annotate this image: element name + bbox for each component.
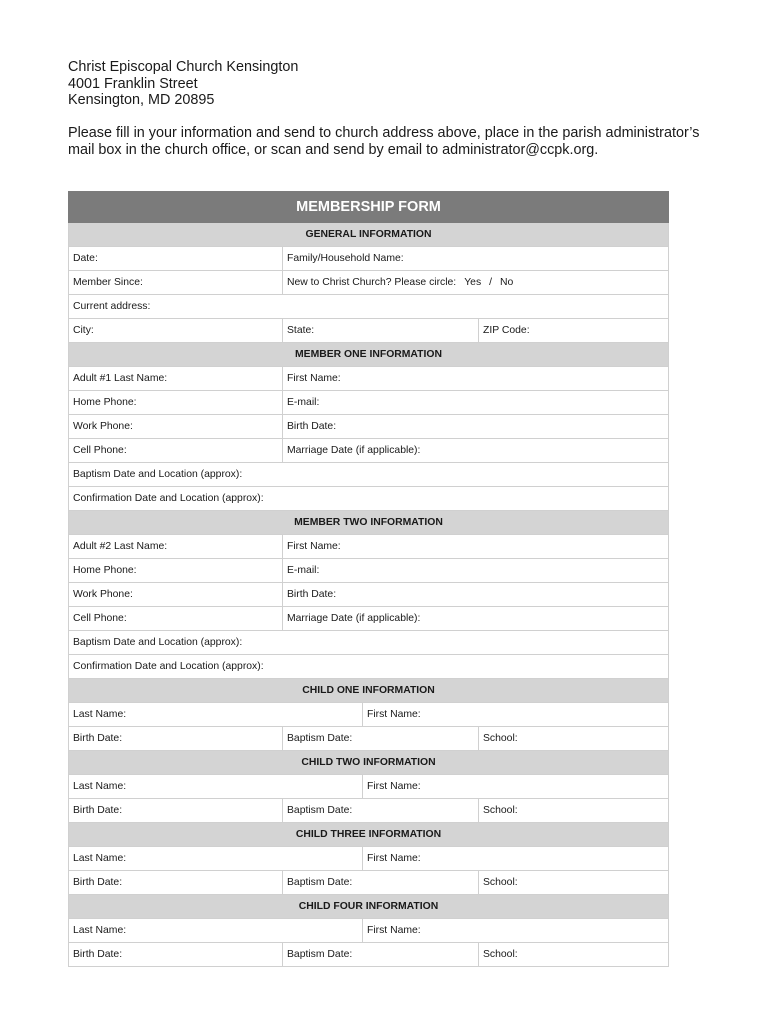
child2-last-name-field[interactable]: Last Name: [69,775,363,799]
adult1-confirmation-field[interactable]: Confirmation Date and Location (approx): [69,487,669,511]
child4-baptism-date-field[interactable]: Baptism Date: [283,943,479,967]
section-header-row [69,751,669,775]
form-row [69,631,669,655]
child2-birth-date-field[interactable]: Birth Date: [69,799,283,823]
form-row [69,727,669,751]
zip-code-field[interactable]: ZIP Code: [479,319,669,343]
section-header-row [69,823,669,847]
church-name: Christ Episcopal Church Kensington [68,59,299,75]
form-title-row [69,192,669,223]
yes-no-separator: / [489,277,493,288]
adult1-marriage-date-field[interactable]: Marriage Date (if applicable): [283,439,669,463]
adult1-birth-date-field[interactable]: Birth Date: [283,415,669,439]
form-title: MEMBERSHIP FORM [69,192,669,223]
church-street: 4001 Franklin Street [68,75,198,92]
form-row [69,487,669,511]
child3-birth-date-field[interactable]: Birth Date: [69,871,283,895]
child3-first-name-field[interactable]: First Name: [363,847,669,871]
form-row [69,559,669,583]
section-header-row [69,343,669,367]
adult2-last-name-field[interactable]: Adult #2 Last Name: [69,535,283,559]
adult1-baptism-field[interactable]: Baptism Date and Location (approx): [69,463,669,487]
general-info-heading: GENERAL INFORMATION [69,223,669,247]
adult2-cell-phone-field[interactable]: Cell Phone: [69,607,283,631]
form-row [69,919,669,943]
member-two-heading: MEMBER TWO INFORMATION [69,511,669,535]
adult2-marriage-date-field[interactable]: Marriage Date (if applicable): [283,607,669,631]
adult2-work-phone-field[interactable]: Work Phone: [69,583,283,607]
no-option[interactable]: No [500,277,514,288]
child4-first-name-field[interactable]: First Name: [363,919,669,943]
new-to-church-label: New to Christ Church? Please circle: [287,277,457,288]
form-row [69,247,669,271]
form-row [69,655,669,679]
membership-form-table [68,191,669,967]
child1-birth-date-field[interactable]: Birth Date: [69,727,283,751]
form-row [69,367,669,391]
form-row [69,295,669,319]
instructions-line-2: mail box in the church office, or scan and send by email to administrator@ccpk.org. [68,142,599,158]
child2-school-field[interactable]: School: [479,799,669,823]
adult1-work-phone-field[interactable]: Work Phone: [69,415,283,439]
adult2-email-field[interactable]: E-mail: [283,559,669,583]
form-row [69,415,669,439]
member-one-heading: MEMBER ONE INFORMATION [69,343,669,367]
child4-school-field[interactable]: School: [479,943,669,967]
child-four-heading: CHILD FOUR INFORMATION [69,895,669,919]
form-row [69,463,669,487]
state-field[interactable]: State: [283,319,479,343]
adult2-confirmation-field[interactable]: Confirmation Date and Location (approx): [69,655,669,679]
form-row [69,391,669,415]
form-row [69,847,669,871]
form-row [69,583,669,607]
yes-option[interactable]: Yes [464,277,482,288]
date-field[interactable]: Date: [69,247,283,271]
child1-school-field[interactable]: School: [479,727,669,751]
child1-last-name-field[interactable]: Last Name: [69,703,363,727]
child3-baptism-date-field[interactable]: Baptism Date: [283,871,479,895]
child-three-heading: CHILD THREE INFORMATION [69,823,669,847]
adult1-email-field[interactable]: E-mail: [283,391,669,415]
form-row [69,271,669,295]
section-header-row [69,223,669,247]
child2-baptism-date-field[interactable]: Baptism Date: [283,799,479,823]
child-two-heading: CHILD TWO INFORMATION [69,751,669,775]
adult1-cell-phone-field[interactable]: Cell Phone: [69,439,283,463]
church-city-line: Kensington, MD 20895 [68,92,215,108]
child1-first-name-field[interactable]: First Name: [363,703,669,727]
form-row [69,439,669,463]
instructions-line-1: Please fill in your information and send to church address above, place in the parish administrator’s [68,125,700,141]
child4-last-name-field[interactable]: Last Name: [69,919,363,943]
city-field[interactable]: City: [69,319,283,343]
adult2-first-name-field[interactable]: First Name: [283,535,669,559]
child3-school-field[interactable]: School: [479,871,669,895]
section-header-row [69,895,669,919]
child3-last-name-field[interactable]: Last Name: [69,847,363,871]
current-address-field[interactable]: Current address: [69,295,669,319]
form-row [69,943,669,967]
form-row [69,535,669,559]
section-header-row [69,679,669,703]
adult2-home-phone-field[interactable]: Home Phone: [69,559,283,583]
adult2-birth-date-field[interactable]: Birth Date: [283,583,669,607]
instructions-paragraph [68,125,700,159]
section-header-row [69,511,669,535]
form-row [69,871,669,895]
child-one-heading: CHILD ONE INFORMATION [69,679,669,703]
child2-first-name-field[interactable]: First Name: [363,775,669,799]
member-since-field[interactable]: Member Since: [69,271,283,295]
form-row [69,703,669,727]
adult1-last-name-field[interactable]: Adult #1 Last Name: [69,367,283,391]
church-address-block [68,59,298,109]
form-row [69,775,669,799]
child1-baptism-date-field[interactable]: Baptism Date: [283,727,479,751]
form-row [69,319,669,343]
adult2-baptism-field[interactable]: Baptism Date and Location (approx): [69,631,669,655]
adult1-home-phone-field[interactable]: Home Phone: [69,391,283,415]
form-row [69,607,669,631]
adult1-first-name-field[interactable]: First Name: [283,367,669,391]
new-to-church-field[interactable] [283,271,669,295]
family-name-field[interactable]: Family/Household Name: [283,247,669,271]
child4-birth-date-field[interactable]: Birth Date: [69,943,283,967]
form-row [69,799,669,823]
